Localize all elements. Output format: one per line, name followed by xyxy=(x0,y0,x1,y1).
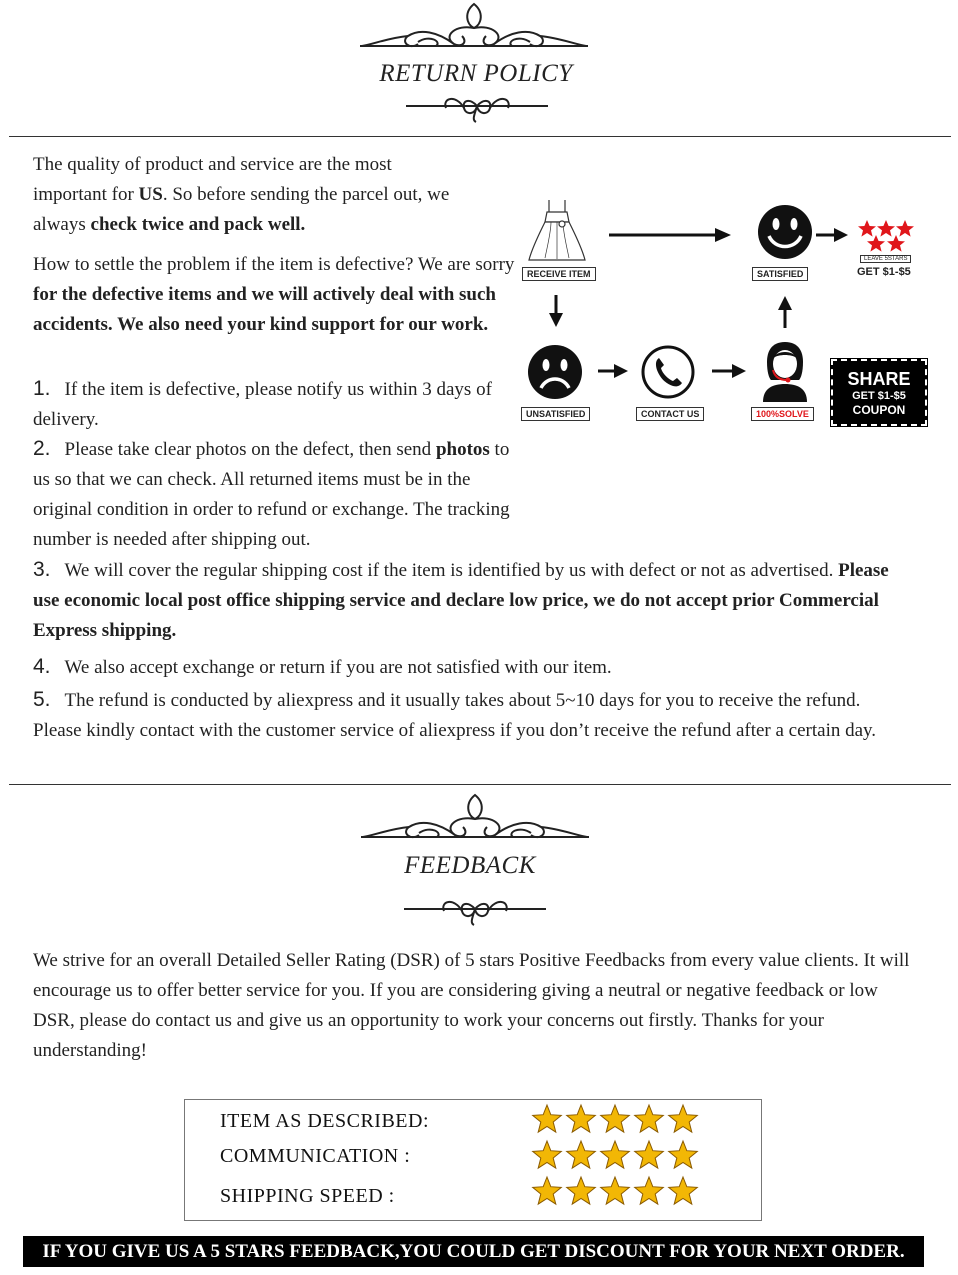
title-underline-ornament-icon xyxy=(402,90,552,124)
item-number: 1. xyxy=(33,377,51,400)
intro-emphasis: check twice and pack well. xyxy=(90,214,306,235)
item-number: 2. xyxy=(33,437,51,460)
feedback-underline-ornament-icon xyxy=(400,893,550,927)
rating-stars-communication xyxy=(530,1138,710,1178)
intro-text-cont: . So before sending the parcel out, we always xyxy=(33,184,450,235)
intro-paragraph-2 xyxy=(33,250,521,340)
item-text: We will cover the regular shipping cost if the item is identified by us with defect or not as advertised. xyxy=(64,560,839,581)
contact-us-label: CONTACT US xyxy=(636,407,704,421)
rating-label-communication: COMMUNICATION : xyxy=(220,1145,411,1167)
star-icon xyxy=(533,1141,562,1168)
star-icon xyxy=(669,1141,698,1168)
item-text: to us so that we can check. All returned items must be in the original condition in order to refund or exchange. The tracking number is needed after shipping out. xyxy=(33,439,510,550)
star-icon xyxy=(635,1105,664,1132)
feedback-title: FEEDBACK xyxy=(404,852,536,879)
leave-stars-label: LEAVE 5STARS xyxy=(860,255,911,263)
right-arrow-icon xyxy=(607,226,733,244)
top-ornament-icon xyxy=(358,2,590,54)
item-number: 5. xyxy=(33,688,51,711)
star-icon xyxy=(635,1141,664,1168)
star-icon xyxy=(567,1141,596,1168)
unsatisfied-label: UNSATISFIED xyxy=(521,407,590,421)
up-arrow-icon xyxy=(776,294,794,330)
star-icon xyxy=(533,1105,562,1132)
feedback-text: We strive for an overall Detailed Seller Rating (DSR) of 5 stars Positive Feedbacks from every value clients. It will encourage us to offer better service for you. If you are considering giving a neutral or negative feedback or low DSR, please do contact us and give us an opportunity to work your concerns out firstly. Thanks for your understanding! xyxy=(33,950,910,1061)
rating-box xyxy=(184,1099,762,1221)
item-text: If the item is defective, please notify us within 3 days of delivery. xyxy=(33,379,492,430)
customer-service-icon xyxy=(759,340,811,402)
red-stars-icon xyxy=(858,219,914,253)
star-icon xyxy=(533,1177,562,1204)
return-policy-title: RETURN POLICY xyxy=(379,60,573,87)
reward-label: GET $1-$5 xyxy=(857,266,911,278)
star-icon xyxy=(567,1177,596,1204)
item-number: 4. xyxy=(33,655,51,678)
right-arrow-small-icon xyxy=(814,226,850,244)
policy-item-1 xyxy=(33,374,505,435)
star-icon xyxy=(601,1141,630,1168)
item-text: Please take clear photos on the defect, then send xyxy=(64,439,436,460)
item-text: The refund is conducted by aliexpress and it usually takes about 5~10 days for you to receive the refund. Please kindly contact with the customer service of aliexpress if you don’t receive the refund after a certain day. xyxy=(33,690,877,741)
down-arrow-icon xyxy=(547,293,565,329)
rating-stars-shipping xyxy=(530,1174,710,1214)
star-icon xyxy=(567,1105,596,1132)
smiley-face-icon xyxy=(757,204,813,260)
section-divider-top xyxy=(9,136,951,137)
item-text: We also accept exchange or return if you are not satisfied with our item. xyxy=(64,657,612,678)
intro-paragraph-1 xyxy=(33,150,463,240)
receive-item-label: RECEIVE ITEM xyxy=(522,267,596,281)
stars-group xyxy=(530,1174,710,1210)
stars-group xyxy=(530,1102,710,1138)
item-text-bold: photos xyxy=(435,439,490,460)
rating-label-item: ITEM AS DESCRIBED: xyxy=(220,1110,430,1132)
coupon-text: COUPON xyxy=(852,403,906,417)
sad-face-icon xyxy=(527,344,583,400)
share-coupon-badge xyxy=(831,359,927,426)
share-text: SHARE xyxy=(847,369,911,389)
star-icon xyxy=(669,1177,698,1204)
satisfied-label: SATISFIED xyxy=(752,267,808,281)
feedback-ornament-icon xyxy=(359,793,591,845)
right-arrow-icon xyxy=(710,362,748,380)
defect-question: How to settle the problem if the item is defective? We are sorry xyxy=(33,254,515,275)
policy-item-3 xyxy=(33,555,891,646)
item-number: 3. xyxy=(33,558,51,581)
rating-label-shipping: SHIPPING SPEED : xyxy=(220,1185,395,1207)
star-icon xyxy=(635,1177,664,1204)
dress-icon xyxy=(527,198,587,264)
solve-label: 100%SOLVE xyxy=(751,407,814,421)
policy-item-5 xyxy=(33,685,883,746)
section-divider-middle xyxy=(9,784,951,785)
rating-stars-item xyxy=(530,1102,710,1142)
phone-icon xyxy=(640,344,696,400)
policy-item-4 xyxy=(33,652,903,683)
discount-banner: IF YOU GIVE US A 5 STARS FEEDBACK,YOU COULD GET DISCOUNT FOR YOUR NEXT ORDER. xyxy=(23,1236,924,1267)
share-amount: GET $1-$5 xyxy=(852,390,906,402)
policy-item-2 xyxy=(33,434,511,555)
intro-text: The quality of product and service are the most important for xyxy=(33,154,392,205)
stars-group xyxy=(530,1138,710,1174)
defect-apology: for the defective items and we will actively deal with such accidents. We also need your kind support for our work. xyxy=(33,284,496,335)
star-icon xyxy=(669,1105,698,1132)
item-text-bold: Please use economic local post office shipping service and declare low price, we do not accept prior Commercial Express shipping. xyxy=(33,560,889,641)
intro-us: US xyxy=(138,184,163,205)
star-icon xyxy=(601,1177,630,1204)
right-arrow-icon xyxy=(596,362,630,380)
star-icon xyxy=(601,1105,630,1132)
